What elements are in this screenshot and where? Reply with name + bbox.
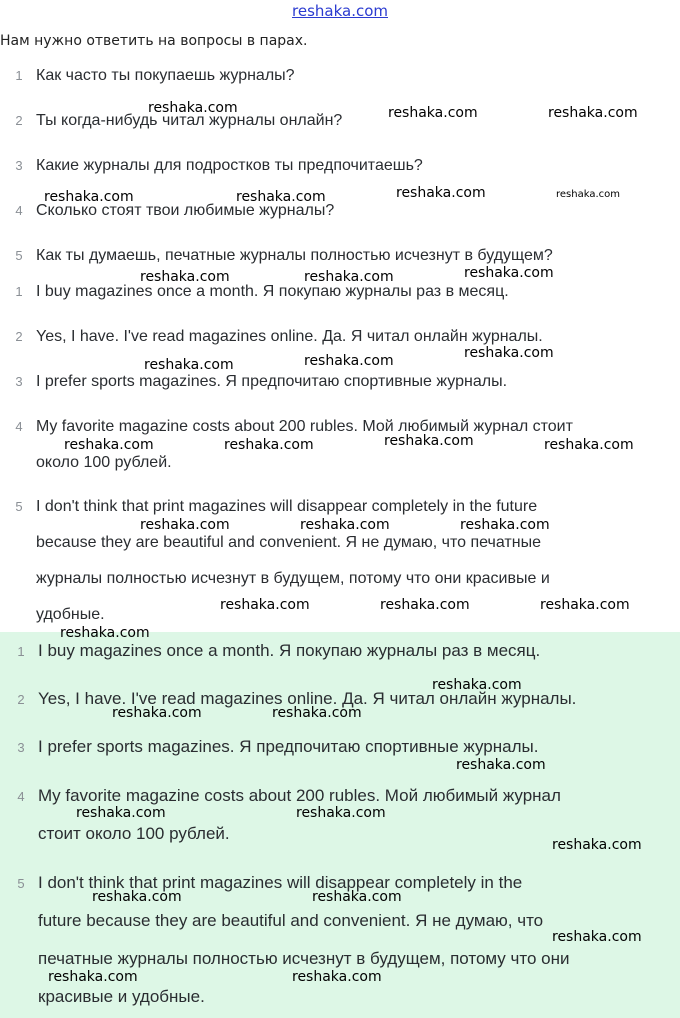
- answer-text: Yes, I have. I've read magazines online. Да. Я читал онлайн журналы.: [36, 328, 543, 345]
- answer-number: 5: [15, 499, 23, 514]
- answer-text-line: стоит около 100 рублей.: [38, 824, 230, 843]
- answer-number: 5: [17, 876, 25, 891]
- answer-text: I prefer sports magazines. Я предпочитаю спортивные журналы.: [36, 373, 508, 390]
- question-item: [0, 148, 680, 184]
- watermark: reshaka.com: [220, 597, 310, 613]
- answer-item: [0, 319, 680, 355]
- answer-text-line: because they are beautiful and convenient. Я не думаю, что печатные: [36, 534, 541, 551]
- watermark: reshaka.com: [456, 757, 546, 773]
- watermark: reshaka.com: [540, 597, 630, 613]
- watermark: reshaka.com: [140, 517, 230, 533]
- question-text: Как ты думаешь, печатные журналы полностью исчезнут в будущем?: [36, 247, 553, 264]
- highlighted-answers-panel: [0, 632, 680, 1018]
- watermark: reshaka.com: [48, 969, 138, 985]
- answer-text: I prefer sports magazines. Я предпочитаю спортивные журналы.: [38, 737, 539, 756]
- watermark: reshaka.com: [460, 517, 550, 533]
- answer-text-line: печатные журналы полностью исчезнут в будущем, потому что они: [38, 949, 570, 968]
- watermark: reshaka.com: [292, 969, 382, 985]
- question-number: 1: [15, 68, 23, 83]
- answer-number: 1: [17, 644, 25, 659]
- watermark: reshaka.com: [552, 929, 642, 945]
- watermark: reshaka.com: [304, 269, 394, 285]
- watermark: reshaka.com: [548, 105, 638, 121]
- site-header[interactable]: [0, 2, 680, 20]
- watermark: reshaka.com: [224, 437, 314, 453]
- question-number: 4: [15, 203, 23, 218]
- answer-text: I buy magazines once a month. Я покупаю журналы раз в месяц.: [38, 641, 541, 660]
- watermark: reshaka.com: [236, 189, 326, 205]
- answer-number: 1: [15, 284, 23, 299]
- question-text: Ты когда-нибудь читал журналы онлайн?: [36, 112, 343, 129]
- question-text: Сколько стоят твои любимые журналы?: [36, 202, 335, 219]
- watermark: reshaka.com: [144, 357, 234, 373]
- watermark: reshaka.com: [296, 805, 386, 821]
- question-number: 2: [15, 113, 23, 128]
- question-number: 5: [15, 248, 23, 263]
- site-link[interactable]: reshaka.com: [292, 2, 388, 20]
- answer-text: I buy magazines once a month. Я покупаю журналы раз в месяц.: [36, 283, 509, 300]
- answer-text: Yes, I have. I've read magazines online. Да. Я читал онлайн журналы.: [38, 689, 577, 708]
- answer-text-line: I don't think that print magazines will disappear completely in the future: [36, 498, 538, 515]
- answer-number: 4: [17, 789, 25, 804]
- answer-text-line: future because they are beautiful and convenient. Я не думаю, что: [38, 911, 544, 930]
- answer-text-line: удобные.: [36, 606, 105, 623]
- watermark: reshaka.com: [304, 353, 394, 369]
- watermark: reshaka.com: [384, 433, 474, 449]
- watermark: reshaka.com: [396, 185, 486, 201]
- watermark: reshaka.com: [272, 705, 362, 721]
- answer-number: 2: [17, 692, 25, 707]
- watermark: reshaka.com: [544, 437, 634, 453]
- watermark: reshaka.com: [60, 625, 150, 641]
- answer-number: 2: [15, 329, 23, 344]
- answer-text-line: красивые и удобные.: [38, 987, 205, 1006]
- watermark: reshaka.com: [464, 345, 554, 361]
- answer-text-line: около 100 рублей.: [36, 454, 172, 471]
- watermark: reshaka.com: [64, 437, 154, 453]
- answer-item: [0, 728, 680, 766]
- question-text: Какие журналы для подростков ты предпочитаешь?: [36, 157, 423, 174]
- watermark: reshaka.com: [312, 889, 402, 905]
- answer-number: 4: [15, 419, 23, 434]
- watermark: reshaka.com: [76, 805, 166, 821]
- watermark: reshaka.com: [44, 189, 134, 205]
- watermark: reshaka.com: [92, 889, 182, 905]
- answer-text-line: журналы полностью исчезнут в будущем, потому что они красивые и: [36, 570, 550, 587]
- watermark: reshaka.com: [140, 269, 230, 285]
- answer-number: 3: [15, 374, 23, 389]
- intro-text: Нам нужно ответить на вопросы в парах.: [0, 33, 308, 49]
- watermark: reshaka.com: [148, 100, 238, 116]
- watermark: reshaka.com: [380, 597, 470, 613]
- watermark: reshaka.com: [464, 265, 554, 281]
- watermark: reshaka.com: [432, 677, 522, 693]
- question-number: 3: [15, 158, 23, 173]
- answer-text-line: I don't think that print magazines will disappear completely in the: [38, 873, 523, 892]
- watermark: reshaka.com: [388, 105, 478, 121]
- question-item: [0, 58, 680, 94]
- answer-item: [0, 364, 680, 400]
- question-text: Как часто ты покупаешь журналы?: [36, 67, 295, 84]
- watermark: reshaka.com: [556, 189, 620, 200]
- answer-text-line: My favorite magazine costs about 200 rubles. Мой любимый журнал: [38, 786, 561, 805]
- watermark: reshaka.com: [300, 517, 390, 533]
- answer-text-line: My favorite magazine costs about 200 rubles. Мой любимый журнал стоит: [36, 418, 573, 435]
- watermark: reshaka.com: [112, 705, 202, 721]
- answer-number: 3: [17, 740, 25, 755]
- watermark: reshaka.com: [552, 837, 642, 853]
